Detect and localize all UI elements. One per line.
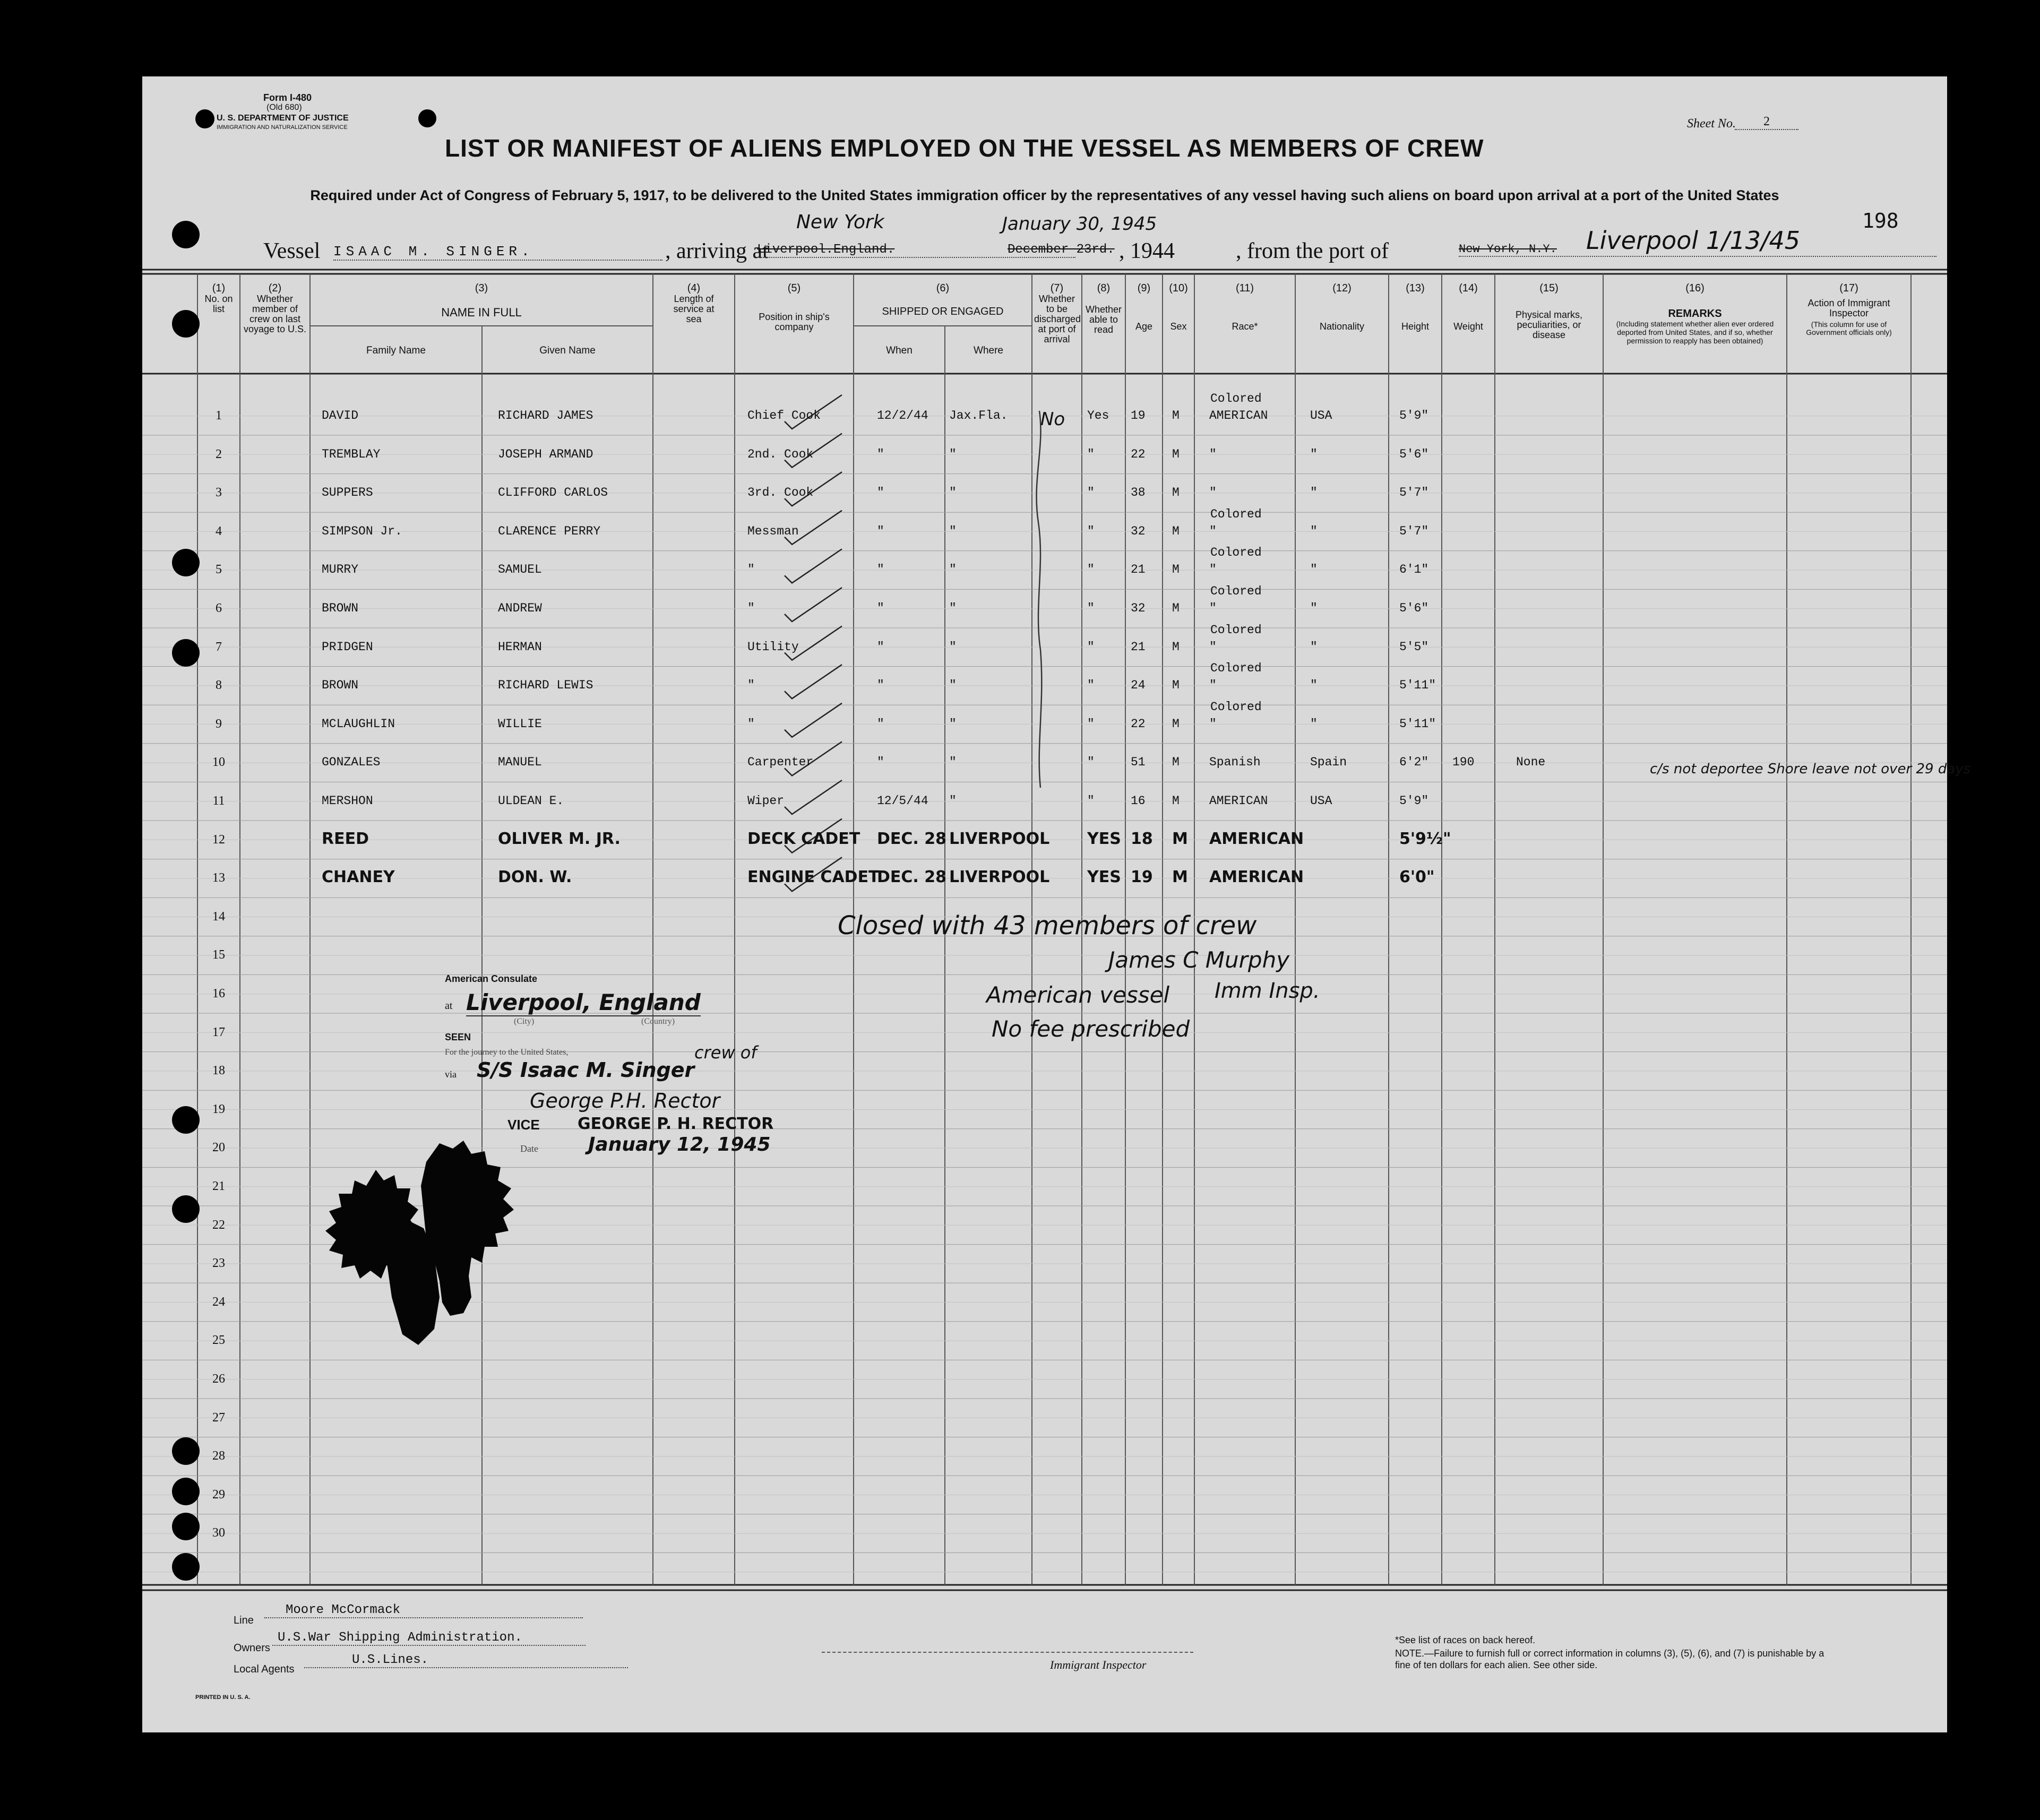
cell-race: " xyxy=(1209,717,1217,731)
cell-given: RICHARD LEWIS xyxy=(498,678,593,693)
cell-race: " xyxy=(1209,601,1217,615)
cell-given: JOSEPH ARMAND xyxy=(498,447,593,461)
row-number: 15 xyxy=(212,948,225,962)
cell-nationality: " xyxy=(1310,601,1318,615)
row-number: 17 xyxy=(212,1025,225,1039)
col10-label: Sex xyxy=(1170,321,1187,332)
cell-family: DAVID xyxy=(322,409,359,422)
cell-age: 32 xyxy=(1131,601,1146,615)
consulate-country-label: (Country) xyxy=(641,1017,675,1026)
vessel-label: Vessel xyxy=(263,239,321,263)
manifest-sheet xyxy=(142,76,1971,1732)
row-number: 1 xyxy=(216,409,222,422)
row-number: 14 xyxy=(212,909,225,924)
cell-where: " xyxy=(949,678,957,693)
cell-position: " xyxy=(747,601,755,615)
cell-race: " xyxy=(1209,524,1217,538)
footer-owners-label: Owners xyxy=(234,1642,270,1654)
cell-given: OLIVER M. JR. xyxy=(498,829,621,848)
cell-height: 6'1" xyxy=(1399,563,1429,577)
cell-race-note: Colored xyxy=(1210,661,1262,676)
col2-label: Whether member of crew on last voyage to U.S. xyxy=(243,294,307,334)
cell-height: 5'11" xyxy=(1399,678,1436,693)
cell-position: ENGINE CADET xyxy=(747,868,880,887)
cell-where: " xyxy=(949,794,957,808)
cell-nationality: " xyxy=(1310,563,1318,577)
col11-label: Race* xyxy=(1232,321,1258,332)
cell-race: AMERICAN xyxy=(1209,868,1304,887)
row-number: 12 xyxy=(212,832,225,847)
service-check-mark xyxy=(785,549,842,583)
cell-marks: None xyxy=(1516,755,1546,770)
col3-given: Given Name xyxy=(539,345,596,356)
cell-where: " xyxy=(949,601,957,615)
cell-nationality: " xyxy=(1310,640,1318,654)
cell-where: " xyxy=(949,524,957,538)
col10-num: (10) xyxy=(1169,282,1188,294)
cell-family: SIMPSON Jr. xyxy=(322,524,402,538)
col16-num: (16) xyxy=(1685,282,1705,294)
row-number: 11 xyxy=(212,794,225,808)
row-number: 30 xyxy=(212,1526,225,1540)
row-number: 23 xyxy=(212,1256,225,1271)
cell-read: " xyxy=(1087,447,1095,461)
footer-note: NOTE.—Failure to furnish full or correct information in columns (3), (5), (6), and (7) is punishable by a fine of ten dollars for each alien. See other side. xyxy=(1395,1648,1824,1670)
consulate-journey-value: crew of xyxy=(694,1042,757,1063)
cell-age: 18 xyxy=(1131,829,1153,848)
col13-num: (13) xyxy=(1406,282,1425,294)
col3-num: (3) xyxy=(475,282,488,294)
col12-num: (12) xyxy=(1332,282,1352,294)
arrival-date-hand: January 30, 1945 xyxy=(1002,213,1157,235)
cell-family: CHANEY xyxy=(322,868,395,887)
consul-vice-label: VICE xyxy=(507,1117,540,1133)
inspector-signature-line xyxy=(822,1652,1193,1653)
cell-sex: M xyxy=(1172,755,1180,770)
cell-where: " xyxy=(949,486,957,500)
cell-when: " xyxy=(877,563,884,577)
cell-weight: 190 xyxy=(1452,755,1475,770)
cell-race: " xyxy=(1209,640,1217,654)
row-number: 19 xyxy=(212,1102,225,1116)
cell-where: " xyxy=(949,755,957,770)
punch-hole xyxy=(172,1478,200,1505)
arrival-year: , 1944 xyxy=(1119,239,1175,263)
col11-num: (11) xyxy=(1235,282,1254,294)
arrival-date-typed: December 23rd. xyxy=(1008,243,1115,257)
row-number: 21 xyxy=(212,1179,225,1193)
footer-printed: PRINTED IN U. S. A. xyxy=(195,1694,251,1701)
cell-sex: M xyxy=(1172,563,1180,577)
footer-agents-label: Local Agents xyxy=(234,1663,295,1675)
cell-family: MCLAUGHLIN xyxy=(322,717,395,731)
cell-given: ANDREW xyxy=(498,601,542,615)
cell-position: " xyxy=(747,678,755,693)
cell-sex: M xyxy=(1172,717,1180,731)
footer-line-label: Line xyxy=(234,1615,254,1626)
consulate-at-label: at xyxy=(445,1000,453,1012)
cell-nationality: " xyxy=(1310,447,1318,461)
cell-height: 5'7" xyxy=(1399,524,1429,538)
cell-height: 5'11" xyxy=(1399,717,1436,731)
page-title: LIST OR MANIFEST OF ALIENS EMPLOYED ON THE VESSEL AS MEMBERS OF CREW xyxy=(445,134,1484,162)
row-number: 22 xyxy=(212,1218,225,1232)
cell-sex: M xyxy=(1172,447,1180,461)
cell-sex: M xyxy=(1172,829,1188,848)
cell-when: " xyxy=(877,640,884,654)
footer-line-value: Moore McCormack xyxy=(264,1603,583,1618)
col3-label: NAME IN FULL xyxy=(441,306,522,319)
cell-nationality: Spain xyxy=(1310,755,1347,770)
cell-when: " xyxy=(877,717,884,731)
cell-given: CLARENCE PERRY xyxy=(498,524,601,538)
cell-age: 21 xyxy=(1131,563,1146,577)
cell-height: 5'6" xyxy=(1399,447,1429,461)
stamp-number: 198 xyxy=(1862,209,1899,232)
service-check-mark xyxy=(785,780,842,814)
cell-when: " xyxy=(877,447,884,461)
cell-family: MURRY xyxy=(322,563,359,577)
cell-age: 22 xyxy=(1131,447,1146,461)
closed-note: Closed with 43 members of crew xyxy=(838,911,1257,941)
footer-agents-value: U.S.Lines. xyxy=(304,1653,628,1668)
consulate-header: American Consulate xyxy=(445,973,538,984)
punch-hole xyxy=(172,549,200,576)
col6-num: (6) xyxy=(936,282,950,294)
consulate-city-label: (City) xyxy=(514,1017,535,1026)
row-number: 26 xyxy=(212,1372,225,1386)
col6-where: Where xyxy=(974,345,1003,356)
cell-height: 5'9½" xyxy=(1399,829,1451,848)
row-number: 4 xyxy=(216,524,222,538)
service-check-mark xyxy=(785,703,842,737)
col1-num: (1) xyxy=(212,282,226,294)
row-number: 24 xyxy=(212,1295,225,1309)
cell-where: " xyxy=(949,563,957,577)
cell-sex: M xyxy=(1172,486,1180,500)
remarks-row-10: c/s not deportee Shore leave not over 29 days xyxy=(1650,761,1971,777)
arriving-port-typed: Liverpool.England. xyxy=(757,243,1075,258)
cell-when: DEC. 28 xyxy=(877,868,947,887)
vessel-name: ISAAC M. SINGER. xyxy=(333,244,662,261)
row-number: 8 xyxy=(216,678,222,693)
cell-race: AMERICAN xyxy=(1209,409,1268,422)
row-number: 27 xyxy=(212,1410,225,1425)
cell-age: 19 xyxy=(1131,868,1153,887)
consulate-place: Liverpool, England xyxy=(466,989,701,1015)
cell-race: " xyxy=(1209,678,1217,693)
subtitle: Required under Act of Congress of February 5, 1917, to be delivered to the United States immigration officer by the representatives of any vessel having such aliens on board upon arrival at a port of the United States xyxy=(310,187,1779,203)
cell-given: HERMAN xyxy=(498,640,542,654)
cell-read: " xyxy=(1087,524,1095,538)
cell-nationality: " xyxy=(1310,486,1318,500)
col17-sub: (This column for use of Government officials only) xyxy=(1806,320,1892,337)
punch-hole xyxy=(172,221,200,248)
cell-position: Utility xyxy=(747,640,799,654)
cell-sex: M xyxy=(1172,678,1180,693)
arriving-label: , arriving at xyxy=(665,239,769,263)
cell-height: 5'7" xyxy=(1399,486,1429,500)
cell-age: 38 xyxy=(1131,486,1146,500)
cell-where: " xyxy=(949,447,957,461)
cell-height: 5'9" xyxy=(1399,794,1429,808)
row-number: 7 xyxy=(216,640,222,654)
cell-position: 2nd. Cook xyxy=(747,447,814,461)
cell-position: Chief Cook xyxy=(747,409,821,422)
row-number: 29 xyxy=(212,1487,225,1502)
consulate-via-label: via xyxy=(445,1069,457,1080)
cell-race-note: Colored xyxy=(1210,623,1262,637)
cell-age: 19 xyxy=(1131,409,1146,422)
from-label: , from the port of xyxy=(1236,239,1389,263)
sheet-value: 2 xyxy=(1735,115,1798,130)
cell-position: Carpenter xyxy=(747,755,814,770)
cell-position: " xyxy=(747,563,755,577)
cell-where: Jax.Fla. xyxy=(949,409,1008,422)
col6-label: SHIPPED OR ENGAGED xyxy=(882,306,1004,317)
punch-hole xyxy=(172,639,200,667)
inspector-title: Imm Insp. xyxy=(1215,979,1320,1003)
cell-when: " xyxy=(877,678,884,693)
punch-hole xyxy=(172,1106,200,1134)
row-number: 10 xyxy=(212,755,225,770)
col8-label: Whether able to read xyxy=(1085,304,1122,335)
cell-read: " xyxy=(1087,755,1095,770)
col6-when: When xyxy=(886,345,913,356)
col7-label: Whether to be discharged at port of arrival xyxy=(1034,294,1081,344)
cell-given: DON. W. xyxy=(498,868,572,887)
cell-sex: M xyxy=(1172,601,1180,615)
consulate-date-value: January 12, 1945 xyxy=(588,1134,771,1155)
cell-race-note: Colored xyxy=(1210,392,1262,406)
cell-where: LIVERPOOL xyxy=(949,829,1050,848)
cell-age: 16 xyxy=(1131,794,1146,808)
cell-family: SUPPERS xyxy=(322,486,373,500)
arriving-port-hand: New York xyxy=(796,211,884,233)
row-number: 5 xyxy=(216,563,222,577)
from-port-hand: Liverpool 1/13/45 xyxy=(1586,226,1801,255)
cell-position: 3rd. Cook xyxy=(747,486,814,500)
cell-sex: M xyxy=(1172,640,1180,654)
row-number: 16 xyxy=(212,987,225,1000)
col5-num: (5) xyxy=(787,282,801,294)
cell-height: 6'2" xyxy=(1399,755,1429,770)
row-number: 13 xyxy=(212,871,225,885)
cell-position: Wiper xyxy=(747,794,785,808)
cell-family: PRIDGEN xyxy=(322,640,373,654)
cell-race: Spanish xyxy=(1209,755,1261,770)
punch-hole xyxy=(172,1553,200,1581)
col1-label: No. on list xyxy=(204,294,233,314)
cell-when: " xyxy=(877,601,884,615)
cell-age: 24 xyxy=(1131,678,1146,693)
cell-nationality: USA xyxy=(1310,794,1332,808)
cell-given: MANUEL xyxy=(498,755,542,770)
consul-name: GEORGE P. H. RECTOR xyxy=(578,1115,774,1133)
cell-read: " xyxy=(1087,601,1095,615)
col8-num: (8) xyxy=(1097,282,1111,294)
cell-read: " xyxy=(1087,717,1095,731)
footer-owners-value: U.S.War Shipping Administration. xyxy=(272,1631,586,1646)
punch-hole xyxy=(172,1513,200,1540)
col4-num: (4) xyxy=(687,282,701,294)
cell-where: " xyxy=(949,717,957,731)
col5-label: Position in ship's company xyxy=(759,312,830,332)
col9-label: Age xyxy=(1135,321,1153,332)
cell-when: " xyxy=(877,486,884,500)
col7-num: (7) xyxy=(1050,282,1064,294)
punch-hole xyxy=(418,109,436,127)
cell-read: " xyxy=(1087,563,1095,577)
cell-sex: M xyxy=(1172,409,1180,422)
col17-num: (17) xyxy=(1839,282,1858,294)
cell-age: 32 xyxy=(1131,524,1146,538)
cell-when: DEC. 28 xyxy=(877,829,947,848)
col14-label: Weight xyxy=(1453,321,1483,332)
cell-sex: M xyxy=(1172,868,1188,887)
row-number: 2 xyxy=(216,447,222,461)
row-number: 25 xyxy=(212,1333,225,1348)
service: IMMIGRATION AND NATURALIZATION SERVICE xyxy=(217,124,348,131)
cell-race-note: Colored xyxy=(1210,507,1262,521)
cell-race: " xyxy=(1209,486,1217,500)
cell-read: " xyxy=(1087,640,1095,654)
cell-when: 12/2/44 xyxy=(877,409,928,422)
punch-hole xyxy=(172,1437,200,1465)
row-number: 18 xyxy=(212,1064,225,1078)
cell-race-note: Colored xyxy=(1210,546,1262,560)
col2-num: (2) xyxy=(268,282,282,294)
footer-races-note: *See list of races on back hereof. xyxy=(1395,1635,1536,1645)
cell-age: 21 xyxy=(1131,640,1146,654)
cell-sex: M xyxy=(1172,524,1180,538)
sheet-label: Sheet No. xyxy=(1687,117,1736,131)
footer-inspector-label: Immigrant Inspector xyxy=(1050,1658,1147,1671)
cell-read: " xyxy=(1087,678,1095,693)
cell-age: 22 xyxy=(1131,717,1146,731)
cell-when: " xyxy=(877,755,884,770)
col14-num: (14) xyxy=(1459,282,1478,294)
consulate-date-label: Date xyxy=(520,1143,538,1154)
old-form-number: (Old 680) xyxy=(266,103,302,112)
cell-family: GONZALES xyxy=(322,755,381,770)
cell-nationality: " xyxy=(1310,524,1318,538)
row-number: 9 xyxy=(216,717,222,731)
cell-position: Messman xyxy=(747,524,799,538)
form-number: Form I-480 xyxy=(263,92,312,103)
col4-label: Length of service at sea xyxy=(673,294,715,324)
row-number: 3 xyxy=(216,486,222,500)
cell-family: BROWN xyxy=(322,601,359,615)
punch-hole xyxy=(195,109,214,128)
consulate-seen: SEEN xyxy=(445,1032,471,1042)
cell-when: 12/5/44 xyxy=(877,794,928,808)
cell-height: 5'5" xyxy=(1399,640,1429,654)
punch-hole xyxy=(172,310,200,338)
cell-family: TREMBLAY xyxy=(322,447,381,461)
col3-family: Family Name xyxy=(366,345,426,356)
cell-nationality: " xyxy=(1310,717,1318,731)
cell-race-note: Colored xyxy=(1210,700,1262,714)
cell-race: AMERICAN xyxy=(1209,794,1268,808)
cell-family: BROWN xyxy=(322,678,359,693)
cell-when: " xyxy=(877,524,884,538)
consular-seal-2-icon xyxy=(408,1133,578,1340)
cell-read: Yes xyxy=(1087,409,1109,422)
col15-label: Physical marks, peculiarities, or disease xyxy=(1515,309,1583,340)
cell-nationality: USA xyxy=(1310,409,1332,422)
consulate-via-value: S/S Isaac M. Singer xyxy=(477,1058,695,1082)
service-check-mark xyxy=(785,665,842,698)
cell-height: 6'0" xyxy=(1399,868,1435,887)
vessel-note-2: No fee prescribed xyxy=(992,1016,1190,1042)
col15-num: (15) xyxy=(1539,282,1559,294)
cell-discharged: No xyxy=(1040,409,1065,430)
cell-race-note: Colored xyxy=(1210,584,1262,598)
cell-race: " xyxy=(1209,447,1217,461)
cell-read: " xyxy=(1087,486,1095,500)
col17-label: Action of Immigrant Inspector xyxy=(1807,298,1890,318)
cell-given: WILLIE xyxy=(498,717,542,731)
col13-label: Height xyxy=(1401,321,1430,332)
vessel-note-1: American vessel xyxy=(986,982,1170,1008)
consulate-journey-label: For the journey to the United States, xyxy=(445,1048,569,1057)
cell-given: RICHARD JAMES xyxy=(498,409,593,422)
punch-hole xyxy=(172,1195,200,1223)
cell-given: SAMUEL xyxy=(498,563,542,577)
cell-race: " xyxy=(1209,563,1217,577)
row-number: 6 xyxy=(216,601,222,615)
cell-sex: M xyxy=(1172,794,1180,808)
cell-given: CLIFFORD CARLOS xyxy=(498,486,608,500)
cell-age: 51 xyxy=(1131,755,1146,770)
row-number: 28 xyxy=(212,1449,225,1463)
consul-signature: George P.H. Rector xyxy=(530,1089,720,1112)
cell-read: YES xyxy=(1087,868,1121,887)
department: U. S. DEPARTMENT OF JUSTICE xyxy=(217,114,349,123)
inspector-signature: James C Murphy xyxy=(1108,947,1290,973)
cell-read: " xyxy=(1087,794,1095,808)
col9-num: (9) xyxy=(1137,282,1151,294)
row-number: 20 xyxy=(212,1141,225,1155)
cell-given: ULDEAN E. xyxy=(498,794,564,808)
cell-race: AMERICAN xyxy=(1209,829,1304,848)
cell-nationality: " xyxy=(1310,678,1318,693)
cell-where: " xyxy=(949,640,957,654)
from-port-typed: New York, N.Y. xyxy=(1459,243,1936,257)
cell-height: 5'6" xyxy=(1399,601,1429,615)
cell-read: YES xyxy=(1087,829,1121,848)
cell-position: DECK CADET xyxy=(747,829,860,848)
col12-label: Nationality xyxy=(1319,321,1365,332)
cell-family: REED xyxy=(322,829,369,848)
service-check-mark xyxy=(785,588,842,622)
cell-position: " xyxy=(747,717,755,731)
col16-label: REMARKS xyxy=(1668,308,1722,320)
cell-where: LIVERPOOL xyxy=(949,868,1050,887)
cell-height: 5'9" xyxy=(1399,409,1429,422)
cell-family: MERSHON xyxy=(322,794,373,808)
col16-sub: (Including statement whether alien ever ordered deported from United States, and if so, whether permission to reapply has been obtained) xyxy=(1616,320,1774,345)
